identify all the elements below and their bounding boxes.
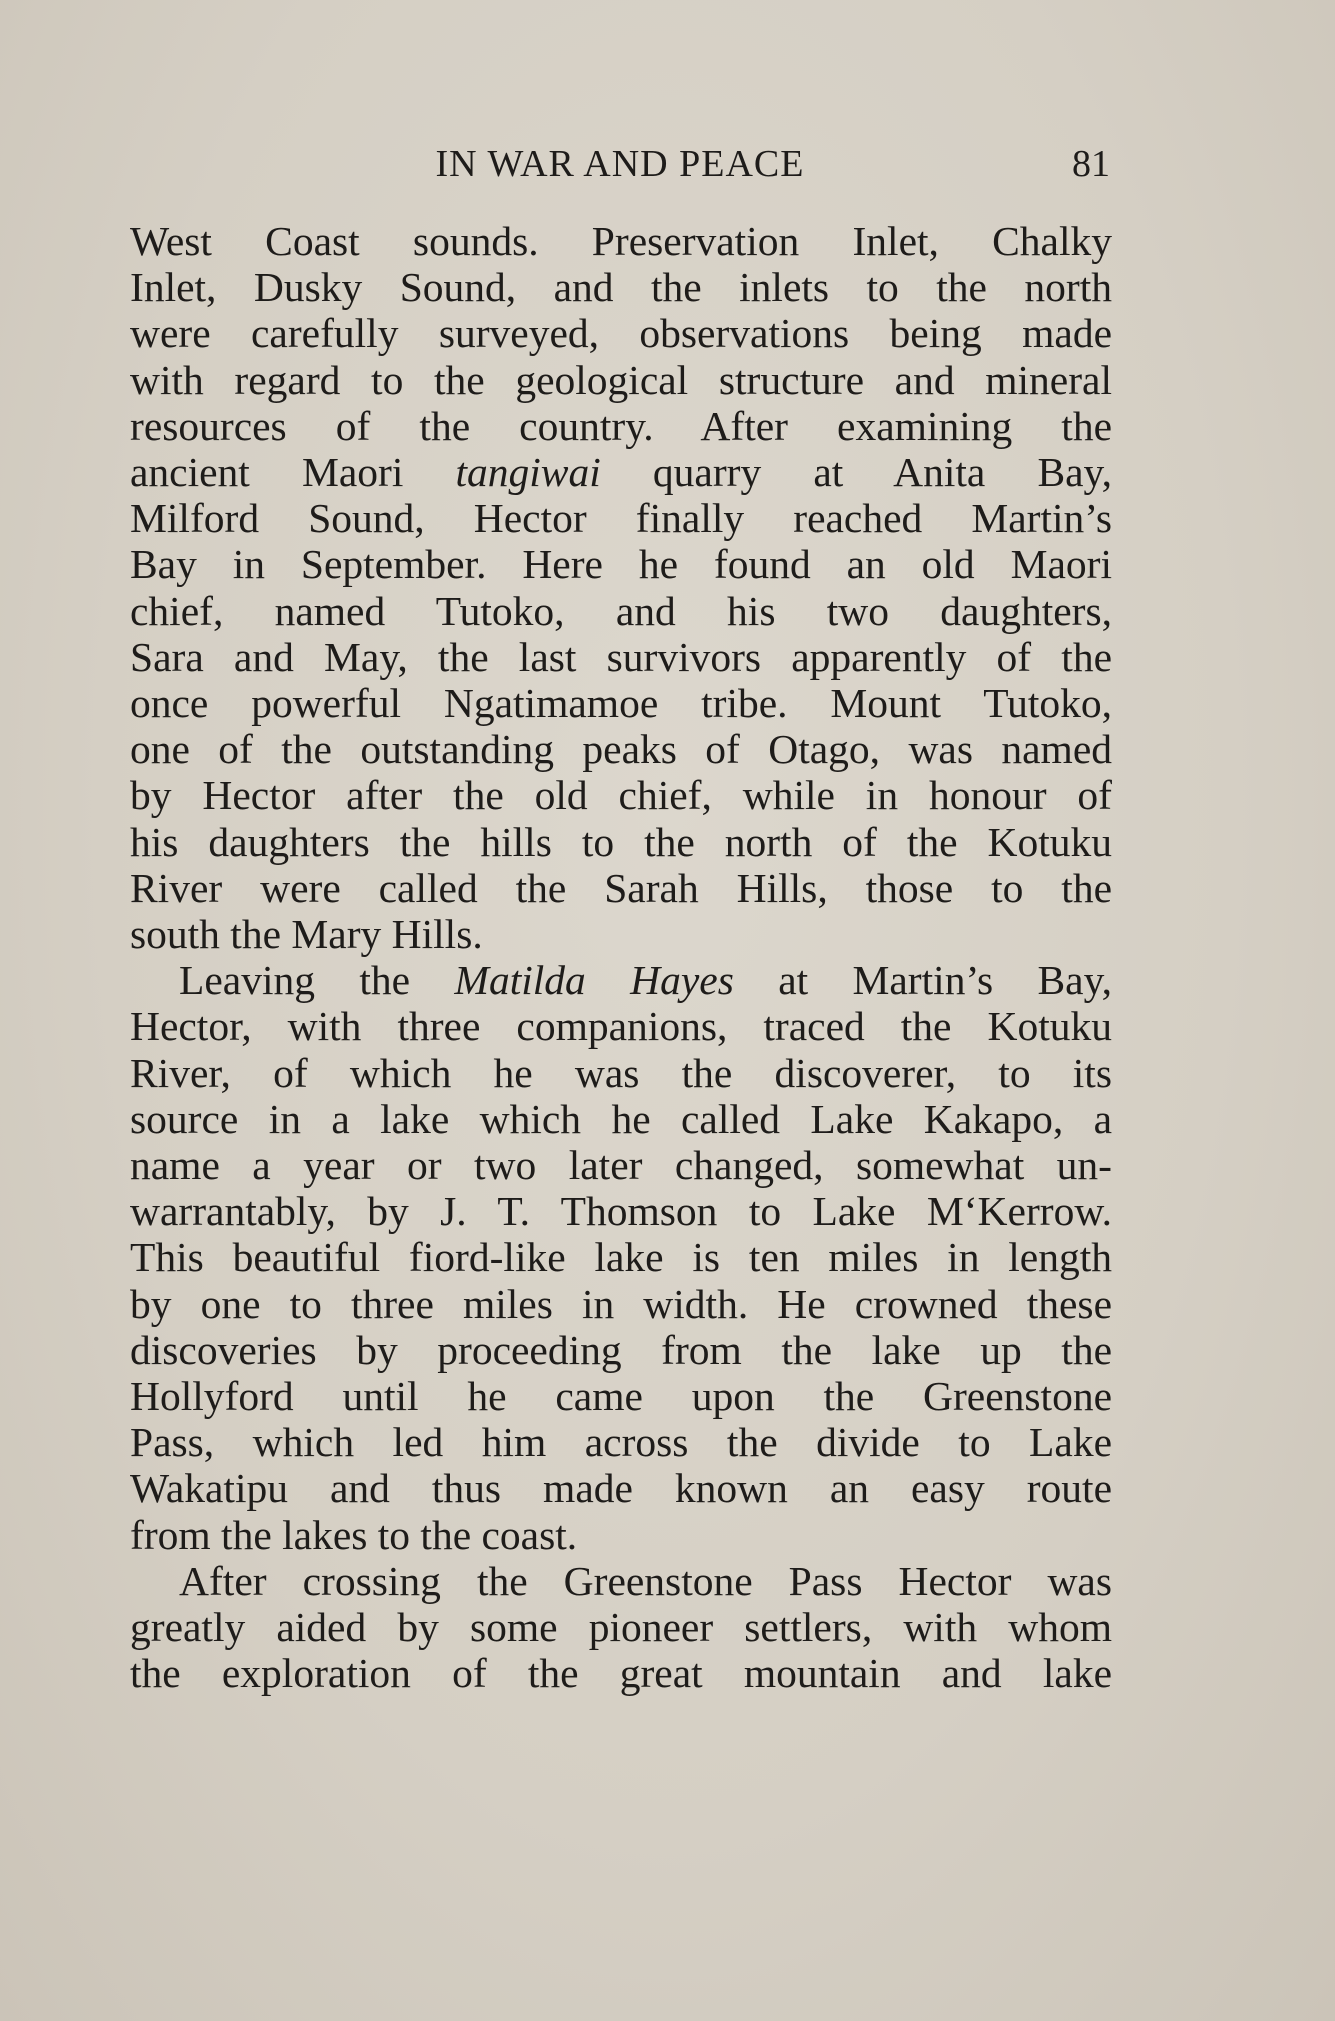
text-line: Pass, which led him across the divide to Lake bbox=[130, 1419, 1112, 1466]
text-line: by one to three miles in width. He crowned these bbox=[130, 1280, 1112, 1327]
italic-term: tangiwai bbox=[455, 449, 601, 496]
text-line: the exploration of the great mountain and lake bbox=[130, 1650, 1112, 1697]
text-line: were carefully surveyed, observations being made bbox=[130, 310, 1112, 357]
paragraph bbox=[130, 957, 1112, 1558]
body-text bbox=[130, 218, 1112, 1697]
text-line: Leaving the Matilda Hayes at Martin’s Bay, bbox=[179, 957, 1112, 1004]
text-line: source in a lake which he called Lake Kakapo, a bbox=[130, 1095, 1112, 1142]
text-line: with regard to the geological structure and mineral bbox=[130, 356, 1112, 403]
text-line: River were called the Sarah Hills, those to the bbox=[130, 864, 1112, 911]
running-head bbox=[130, 142, 1110, 192]
text-line: his daughters the hills to the north of the Kotuku bbox=[130, 818, 1112, 865]
text-line: Inlet, Dusky Sound, and the inlets to the north bbox=[130, 264, 1112, 311]
text-line: Hollyford until he came upon the Greenstone bbox=[130, 1373, 1112, 1420]
text-line: warrantably, by J. T. Thomson to Lake M‘Kerrow. bbox=[130, 1188, 1112, 1235]
text-line: Sara and May, the last survivors apparently of the bbox=[130, 633, 1112, 680]
paragraph bbox=[130, 218, 1112, 957]
text-line: resources of the country. After examining the bbox=[130, 402, 1112, 449]
text-line: Bay in September. Here he found an old Maori bbox=[130, 541, 1112, 588]
running-title: IN WAR AND PEACE bbox=[435, 143, 805, 185]
text-line: from the lakes to the coast. bbox=[130, 1511, 578, 1558]
text-line: once powerful Ngatimamoe tribe. Mount Tutoko, bbox=[130, 680, 1112, 727]
text-line: Wakatipu and thus made known an easy route bbox=[130, 1465, 1112, 1512]
page-number: 81 bbox=[1072, 143, 1110, 185]
text-line: This beautiful fiord-like lake is ten miles in length bbox=[130, 1234, 1112, 1281]
text-line: by Hector after the old chief, while in honour of bbox=[130, 772, 1112, 819]
text-line: one of the outstanding peaks of Otago, was named bbox=[130, 726, 1112, 773]
text-line: south the Mary Hills. bbox=[130, 911, 483, 958]
text-line: ancient Maori tangiwai quarry at Anita Bay, bbox=[130, 449, 1112, 496]
text-line: name a year or two later changed, somewhat un- bbox=[130, 1142, 1112, 1189]
italic-term: Matilda Hayes bbox=[454, 957, 734, 1004]
text-line: After crossing the Greenstone Pass Hector was bbox=[179, 1557, 1112, 1604]
text-line: River, of which he was the discoverer, to its bbox=[130, 1049, 1112, 1096]
text-line: greatly aided by some pioneer settlers, with whom bbox=[130, 1604, 1112, 1651]
text-line: Milford Sound, Hector finally reached Martin’s bbox=[130, 495, 1112, 542]
text-line: discoveries by proceeding from the lake up the bbox=[130, 1326, 1112, 1373]
text-line: chief, named Tutoko, and his two daughters, bbox=[130, 587, 1112, 634]
text-line: Hector, with three companions, traced the Kotuku bbox=[130, 1003, 1112, 1050]
paragraph bbox=[130, 1558, 1112, 1697]
text-line: West Coast sounds. Preservation Inlet, Chalky bbox=[130, 218, 1112, 264]
